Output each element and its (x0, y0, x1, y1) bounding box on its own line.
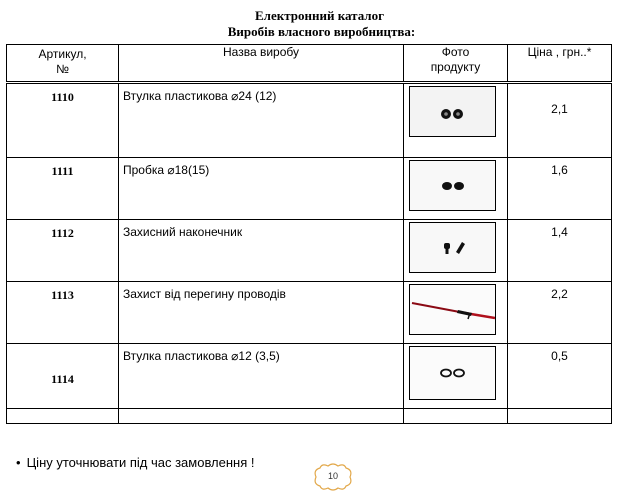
catalog-title: Електронний каталог (254, 8, 385, 23)
tips-icon (409, 222, 496, 273)
page-number: 10 (327, 471, 338, 481)
empty-cell (404, 409, 508, 424)
empty-cell (119, 409, 404, 424)
empty-cell (508, 409, 612, 424)
plugs-icon (409, 160, 496, 211)
product-name-cell: Втулка пластикова ⌀24 (12) (119, 83, 404, 158)
article-cell: 1110 (7, 83, 119, 158)
price-note (16, 455, 255, 470)
rings-icon (409, 346, 496, 400)
table-row (7, 220, 612, 282)
column-header-price: Ціна , грн..* (508, 45, 612, 83)
price-cell: 2,2 (508, 282, 612, 344)
article-cell: 1114 (7, 344, 119, 409)
table-row (7, 344, 612, 409)
article-cell: 1112 (7, 220, 119, 282)
column-header-name: Назва виробу (119, 45, 404, 83)
table-row (7, 158, 612, 220)
table-header-row (7, 45, 612, 83)
photo-cell (404, 282, 508, 344)
table-row (7, 83, 612, 158)
product-name-cell: Втулка пластикова ⌀12 (3,5) (119, 344, 404, 409)
article-cell: 1113 (7, 282, 119, 344)
photo-cell (404, 220, 508, 282)
column-header-article: Артикул, № (7, 45, 119, 83)
cable-icon (409, 284, 496, 335)
table-row-empty (7, 409, 612, 424)
page-number-badge (310, 462, 356, 492)
photo-cell (404, 344, 508, 409)
article-cell: 1111 (7, 158, 119, 220)
product-name-cell: Захисний наконечник (119, 220, 404, 282)
washers-icon (409, 86, 496, 137)
empty-cell (7, 409, 119, 424)
price-cell: 1,4 (508, 220, 612, 282)
photo-cell (404, 83, 508, 158)
catalog-table (6, 44, 612, 424)
photo-cell (404, 158, 508, 220)
price-note-text: Ціну уточнювати під час замовлення ! (26, 455, 255, 470)
price-cell: 1,6 (508, 158, 612, 220)
catalog-subtitle: Виробів власного виробництва: (227, 24, 416, 39)
product-name-cell: Захист від перегину проводів (119, 282, 404, 344)
price-cell: 0,5 (508, 344, 612, 409)
price-cell: 2,1 (508, 83, 612, 158)
table-row (7, 282, 612, 344)
product-name-cell: Пробка ⌀18(15) (119, 158, 404, 220)
bullet-icon: • (16, 455, 21, 470)
column-header-photo: Фото продукту (404, 45, 508, 83)
